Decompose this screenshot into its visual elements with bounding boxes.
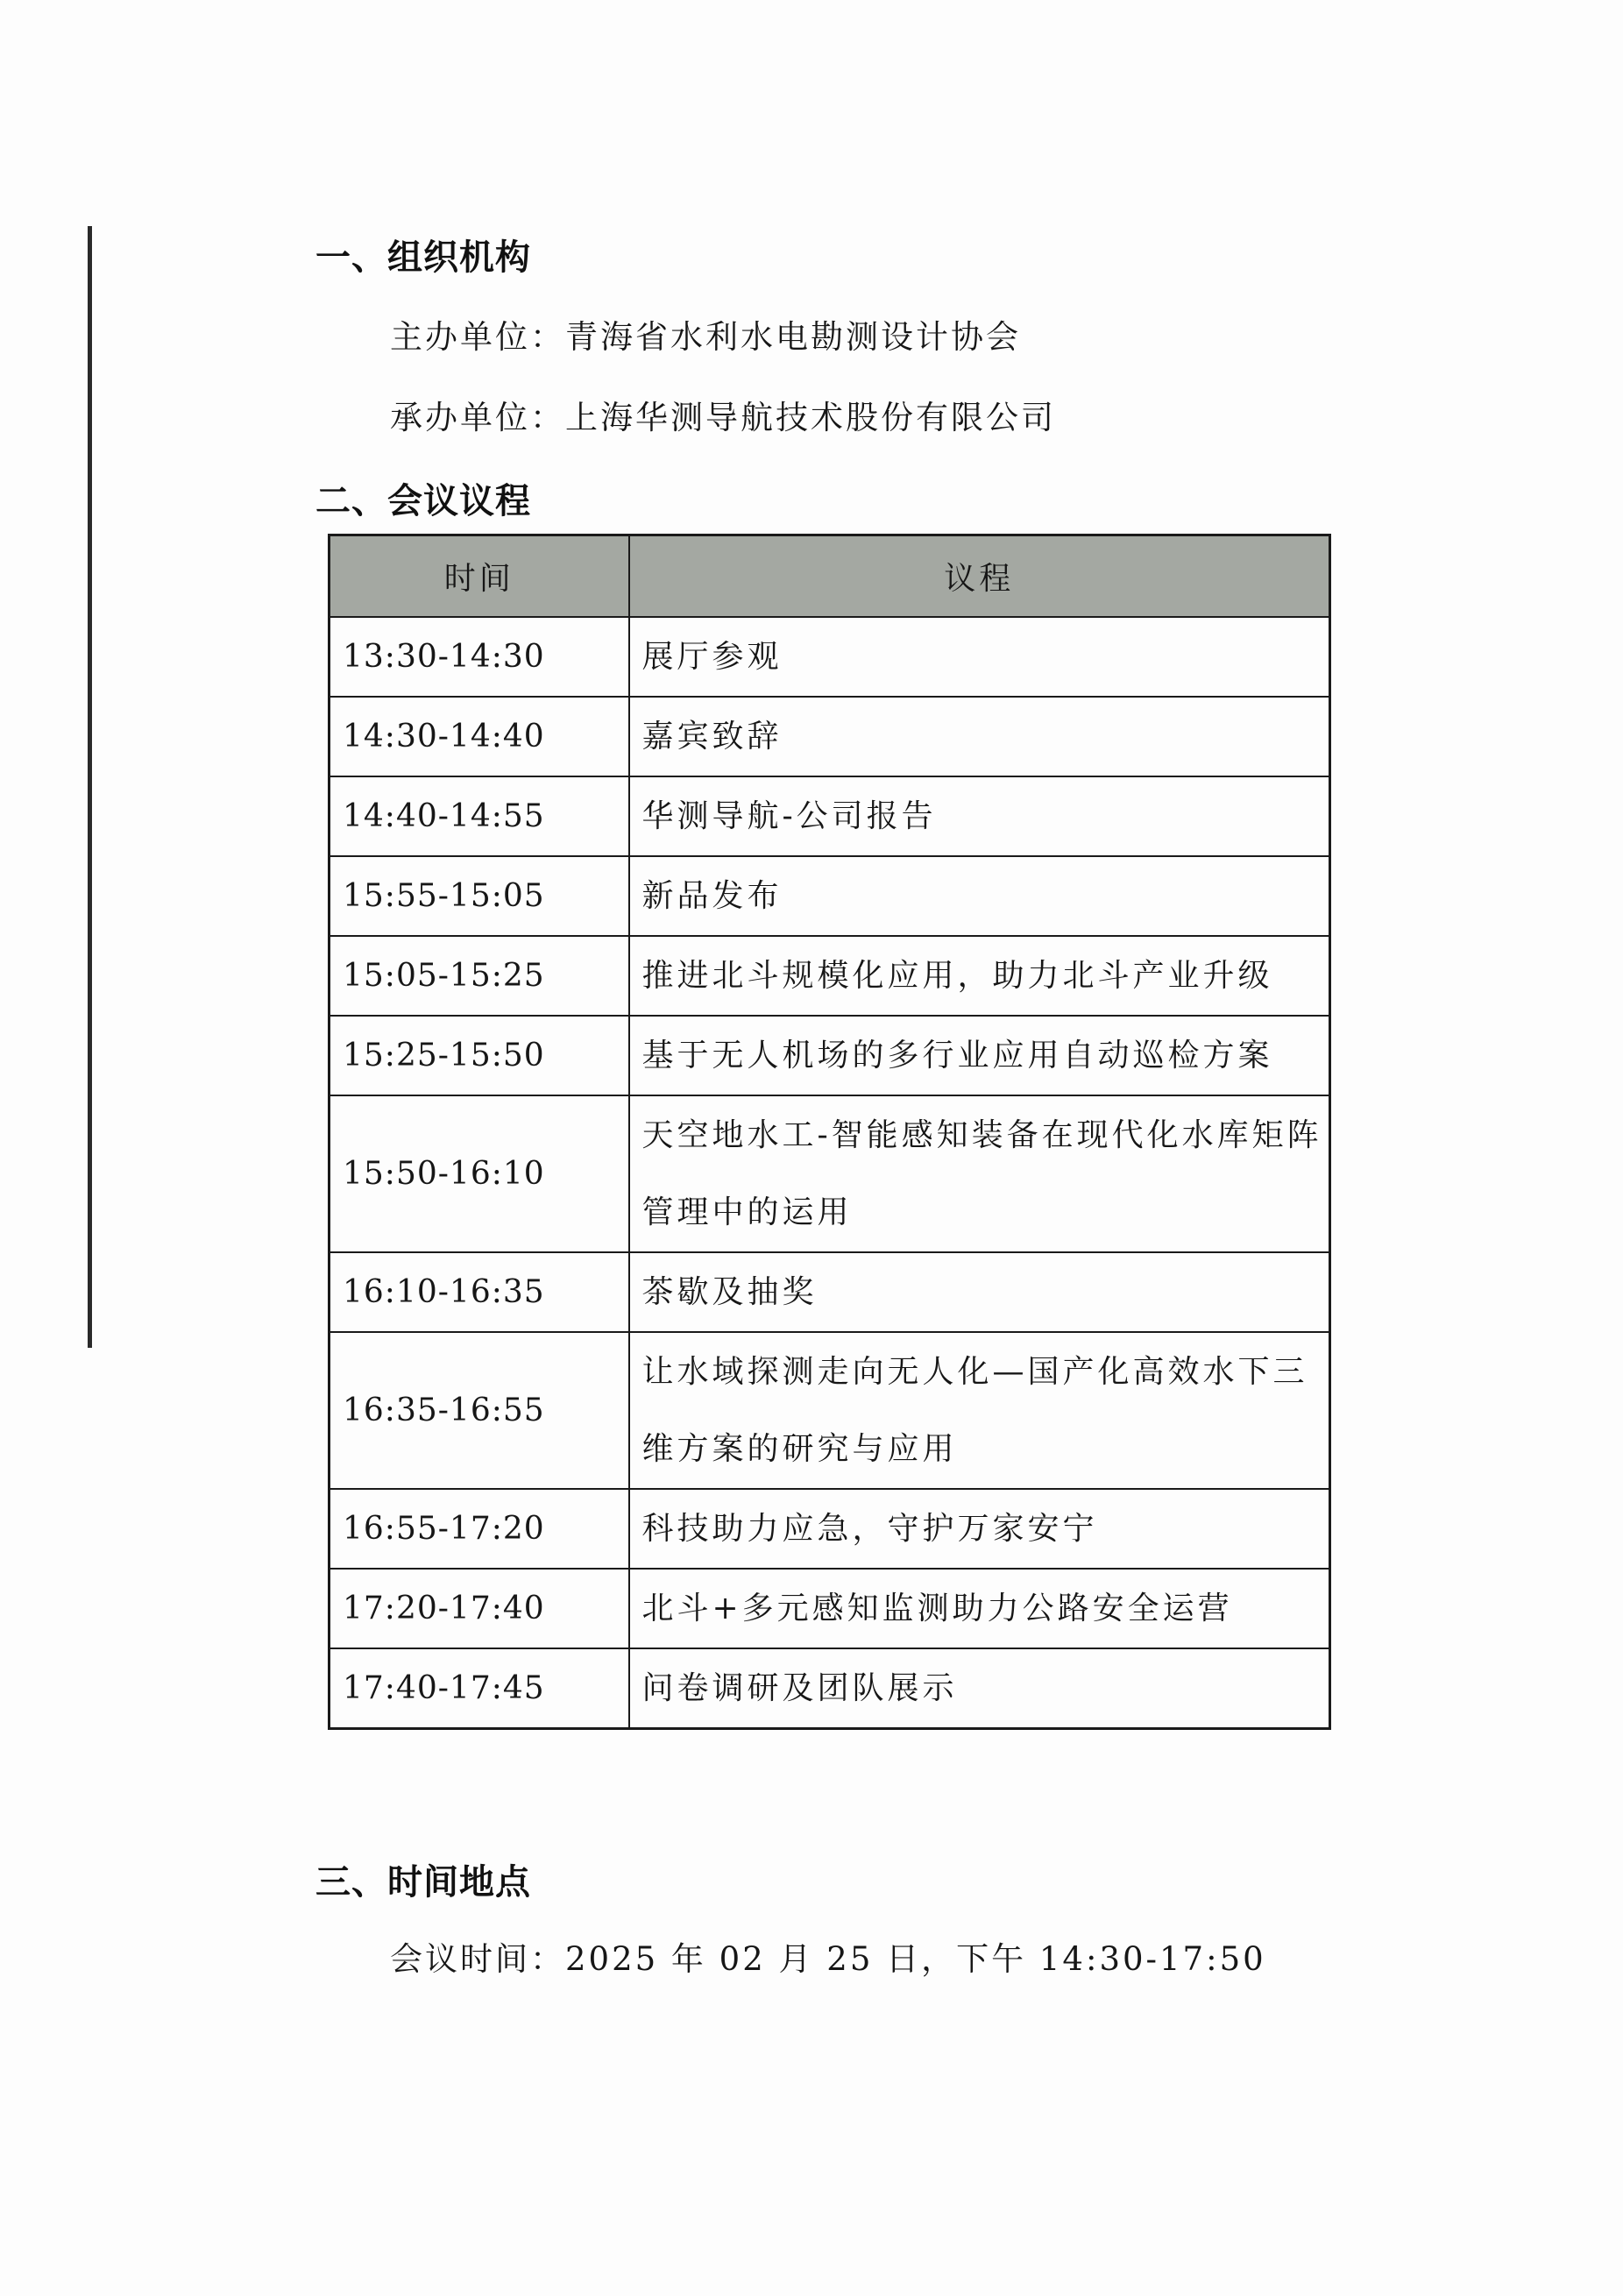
agenda-item: 新品发布 [629, 856, 1330, 936]
agenda-item [629, 1332, 1330, 1489]
meeting-time-line [390, 1932, 1266, 1980]
section-heading-agenda: 二、会议议程 [315, 481, 531, 521]
table-row [330, 617, 1330, 697]
agenda-time: 15:05-15:25 [330, 936, 629, 1016]
agenda-item: 华测导航-公司报告 [629, 776, 1330, 856]
agenda-header-row [330, 535, 1330, 618]
agenda-time: 13:30-14:30 [330, 617, 629, 697]
meeting-time-value: 2025 年 02 月 25 日，下午 14:30-17:50 [565, 1940, 1266, 1978]
host-unit-value: 青海省水利水电勘测设计协会 [565, 318, 1021, 356]
organizer-unit-label: 承办单位： [390, 399, 565, 436]
table-row [330, 776, 1330, 856]
table-row [330, 1016, 1330, 1095]
section-heading-organization: 一、组织机构 [315, 237, 531, 278]
host-unit-label: 主办单位： [390, 318, 565, 356]
agenda-item-line: 天空地水工-智能感知装备在现代化水库矩阵 [641, 1116, 1322, 1153]
agenda-time: 14:40-14:55 [330, 776, 629, 856]
table-row [330, 1569, 1330, 1648]
agenda-item: 科技助力应急，守护万家安宁 [629, 1489, 1330, 1569]
table-row [330, 1252, 1330, 1332]
meeting-time-label: 会议时间： [390, 1940, 565, 1978]
agenda-time: 16:35-16:55 [330, 1332, 629, 1489]
agenda-time: 15:55-15:05 [330, 856, 629, 936]
host-unit-line [390, 310, 1021, 358]
column-header-agenda: 议程 [629, 535, 1330, 618]
agenda-time: 17:40-17:45 [330, 1648, 629, 1729]
agenda-item [629, 1095, 1330, 1252]
organizer-unit-value: 上海华测导航技术股份有限公司 [565, 399, 1056, 436]
table-row [330, 697, 1330, 776]
agenda-time: 16:55-17:20 [330, 1489, 629, 1569]
section-heading-time-place: 三、时间地点 [315, 1862, 531, 1903]
agenda-time: 15:50-16:10 [330, 1095, 629, 1252]
agenda-item: 问卷调研及团队展示 [629, 1648, 1330, 1729]
agenda-item: 展厅参观 [629, 617, 1330, 697]
agenda-item: 基于无人机场的多行业应用自动巡检方案 [629, 1016, 1330, 1095]
agenda-time: 17:20-17:40 [330, 1569, 629, 1648]
agenda-item: 推进北斗规模化应用，助力北斗产业升级 [629, 936, 1330, 1016]
agenda-item-line: 维方案的研究与应用 [641, 1430, 958, 1467]
agenda-item: 北斗+多元感知监测助力公路安全运营 [629, 1569, 1330, 1648]
table-row [330, 1332, 1330, 1489]
organizer-unit-line [390, 391, 1056, 438]
agenda-table [328, 534, 1331, 1730]
table-row [330, 1489, 1330, 1569]
agenda-item: 嘉宾致辞 [629, 697, 1330, 776]
scan-binding-edge [88, 226, 92, 1348]
agenda-time: 14:30-14:40 [330, 697, 629, 776]
agenda-time: 15:25-15:50 [330, 1016, 629, 1095]
agenda-item-line: 管理中的运用 [641, 1194, 853, 1230]
agenda-time: 16:10-16:35 [330, 1252, 629, 1332]
table-row [330, 856, 1330, 936]
table-row [330, 1095, 1330, 1252]
table-row [330, 936, 1330, 1016]
table-row [330, 1648, 1330, 1729]
agenda-item: 茶歇及抽奖 [629, 1252, 1330, 1332]
agenda-item-line: 让水域探测走向无人化—国产化高效水下三 [641, 1353, 1308, 1390]
column-header-time: 时间 [330, 535, 629, 618]
